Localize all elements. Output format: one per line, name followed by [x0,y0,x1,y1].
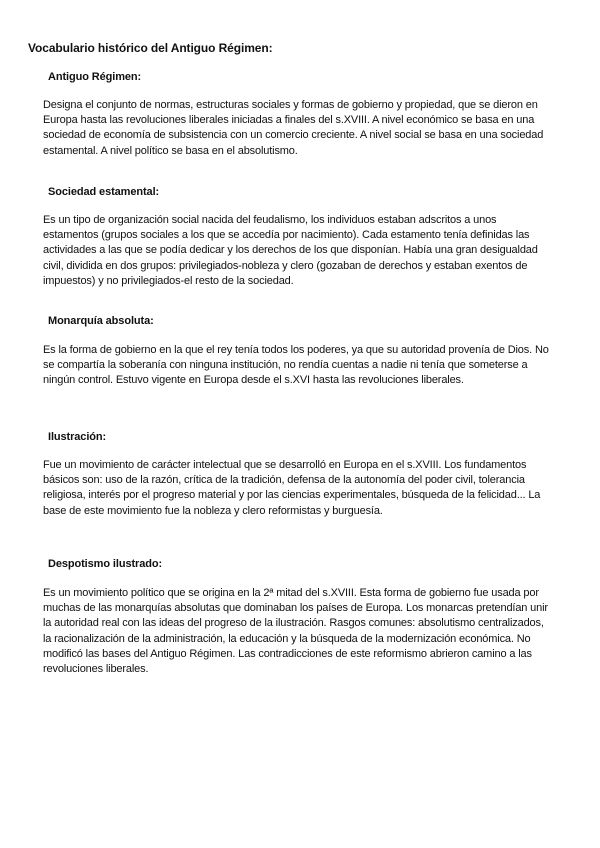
definition-monarquia-absoluta: Es la forma de gobierno en la que el rey tenía todos los poderes, ya que su autoridad provenía de Dios. No se compartía la soberanía con ninguna institución, no rendía cuentas a nadie ni tenía que someterse a ningún control. Estuvo vigente en Europa desde el s.XVI hasta las revoluciones liberales. [43,344,549,387]
definition-sociedad-estamental: Es un tipo de organización social nacida del feudalismo, los individuos estaban adscritos a unos estamentos (grupos sociales a los que se accedía por nacimiento). Cada estamento tenía definidas las actividades a las que se podía dedicar y los derechos de los que disponían. Había una gran desigualdad civil, dividida en dos grupos: privilegiados-nobleza y clero (gozaban de derechos y estaban exentos de impuestos) y no privilegiados-el resto de la sociedad. [43,214,538,287]
definition-antiguo-regimen: Designa el conjunto de normas, estructuras sociales y formas de gobierno y propiedad, que se dieron en Europa hasta las revoluciones liberales iniciadas a finales del s.XVIII. A nivel económico se basa en una sociedad de economía de subsistencia con un comercio creciente. A nivel social se basa en una sociedad estamental. A nivel político se basa en el absolutismo. [43,99,544,157]
document-title: Vocabulario histórico del Antiguo Régimen: [28,41,273,55]
definition-ilustracion: Fue un movimiento de carácter intelectual que se desarrolló en Europa en el s.XVIII. Los fundamentos básicos son: uso de la razón, crítica de la tradición, defensa de la autonomía del poder civil, tolerancia religiosa, interés por el progreso material y por las ciencias experimentales, búsqueda de la felicidad... La base de este movimiento fue la nobleza y clero reformistas y burguesía. [43,459,541,517]
definition-despotismo-ilustrado: Es un movimiento político que se origina en la 2ª mitad del s.XVIII. Esta forma de gobierno fue usada por muchas de las monarquías absolutas que dominaban los países de Europa. Los monarcas pretendían unir la autoridad real con las ideas del progreso de la ilustración. Rasgos comunes: absolutismo centralizados, la racionalización de la administración, la educación y la búsqueda de la modernización económica. No modificó las bases del Antiguo Régimen. Las contradicciones de este reformismo abrieron camino a las revoluciones liberales. [43,587,548,676]
term-monarquia-absoluta: Monarquía absoluta: [48,315,154,327]
term-ilustracion: Ilustración: [48,431,107,443]
term-sociedad-estamental: Sociedad estamental: [48,186,160,198]
term-antiguo-regimen: Antiguo Régimen: [48,71,142,83]
term-despotismo-ilustrado: Despotismo ilustrado: [48,558,163,570]
